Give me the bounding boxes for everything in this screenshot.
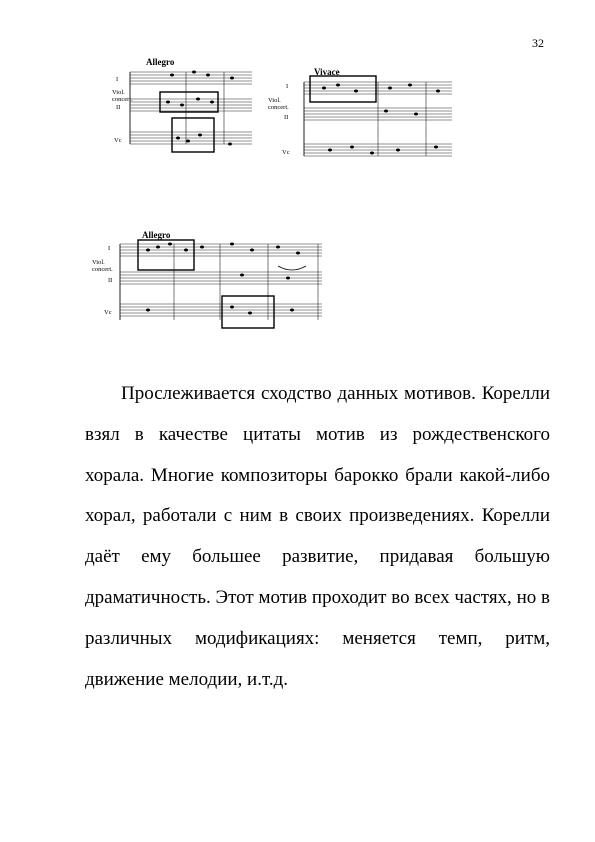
score-3-label-3: concert. (92, 266, 113, 273)
score-3-label-1: I (108, 245, 111, 252)
score-2-label-3: concert. (268, 104, 289, 111)
score-excerpt-1 (112, 54, 262, 166)
body-paragraph (85, 374, 550, 700)
score-2-label-1: I (286, 83, 289, 90)
score-3-notation (92, 230, 326, 336)
score-excerpt-2 (266, 66, 456, 172)
score-2-notation (266, 66, 456, 172)
body-paragraph-text: Прослеживается сходство данных мотивов. Корелли взял в качестве цитаты мотив из рождественского хорала. Многие композиторы барокко брали какой-либо хорал, работали с ним в своих произведениях. Корелли даёт ему большее развитие, придавая большую драматичность. Этот мотив проходит во всех частях, но в различных модификациях: меняется темп, ритм, движение мелодии, и.т.д. (85, 383, 550, 690)
score-1-tempo: Allegro (146, 57, 175, 67)
score-3-label-4: II (108, 277, 113, 284)
score-2-tempo: Vivace (314, 67, 340, 77)
score-1-label-4: II (116, 104, 121, 111)
score-2-label-2: Viol. (268, 97, 281, 104)
score-1-label-5: Vc (114, 137, 122, 144)
score-2-label-5: Vc (282, 149, 290, 156)
score-3-label-5: Vc (104, 309, 112, 316)
score-1-label-3: concert. (112, 96, 133, 103)
score-2-label-4: II (284, 114, 289, 121)
score-1-label-1: I (116, 76, 119, 83)
score-1-label-2: Viol. (112, 89, 125, 96)
score-3-tempo: Allegro (142, 230, 171, 240)
page-number: 32 (532, 36, 544, 50)
score-excerpt-3 (92, 230, 326, 336)
score-3-label-2: Viol. (92, 259, 105, 266)
score-1-notation (112, 54, 262, 166)
